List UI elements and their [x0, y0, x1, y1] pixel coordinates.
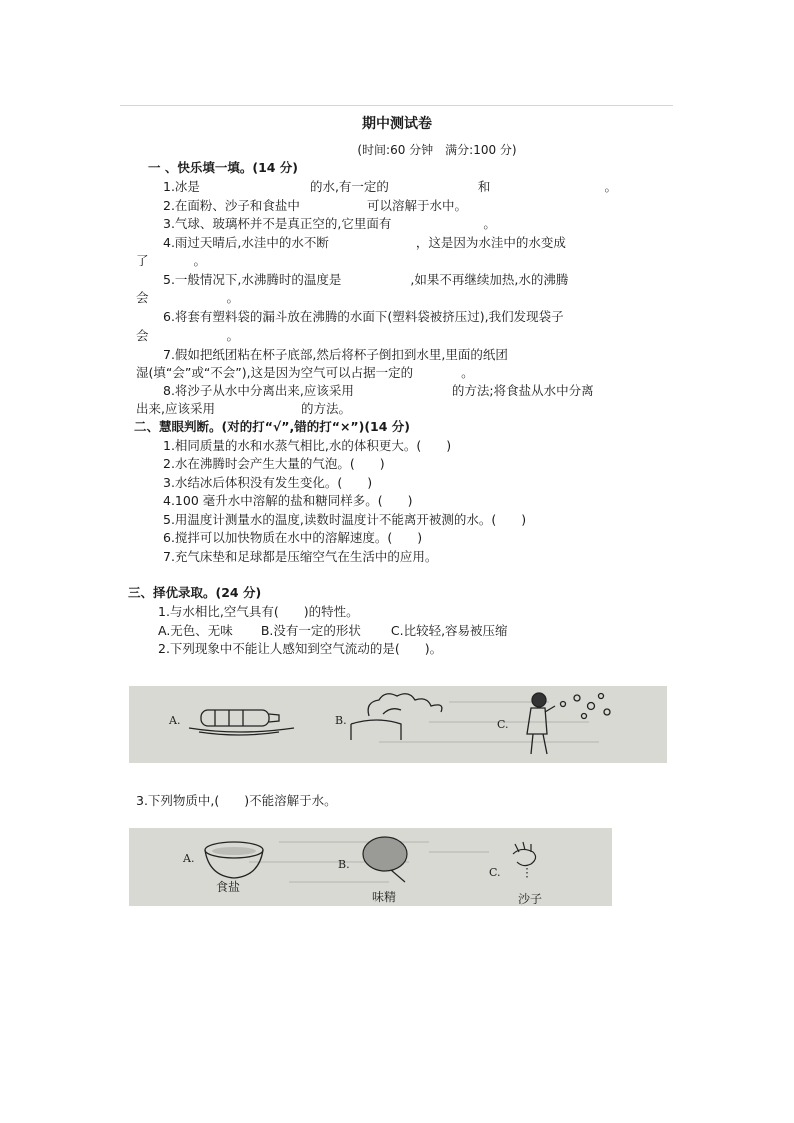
- s1-q7-line2: [136, 365, 474, 381]
- s3-q2: 2.下列现象中不能让人感知到空气流动的是( )。: [158, 641, 443, 656]
- s1-q8-part3: 出来,应该采用: [136, 401, 215, 416]
- s1-q4-line2: [136, 253, 206, 269]
- s1-q8-part4: 的方法。: [300, 401, 351, 416]
- s3-q3-picture: [129, 828, 612, 906]
- s3-q3-caption-a: 食盐: [216, 880, 241, 894]
- s2-item-7: 7.充气床垫和足球都是压缩空气在生活中的应用。: [163, 549, 438, 564]
- s2-item-2: 2.水在沸腾时会产生大量的气泡。( ): [163, 456, 385, 471]
- s3-q3: 3.下列物质中,( )不能溶解于水。: [136, 793, 337, 808]
- s1-q4-part1: 4.雨过天晴后,水洼中的水不断: [163, 235, 329, 250]
- s1-q1-part3: 和: [477, 179, 491, 194]
- top-rule: [120, 105, 673, 106]
- s1-q6-part2: 。: [226, 328, 240, 343]
- s3-q1-option-b: B.没有一定的形状: [260, 623, 361, 638]
- s3-q2-label-a: A.: [169, 714, 181, 727]
- s1-q3-part2: 。: [483, 216, 496, 231]
- s3-q1-options: [158, 623, 508, 639]
- s3-q2-label-c: C.: [497, 718, 509, 731]
- s2-item-3: 3.水结冰后体积没有发生变化。( ): [163, 475, 373, 490]
- s2-item-4: 4.100 毫升水中溶解的盐和糖同样多。( ): [163, 493, 413, 508]
- s1-q5-line2: [136, 290, 239, 306]
- s1-q2: [163, 198, 467, 214]
- s3-q3-label-b: B.: [338, 858, 350, 871]
- s1-q7-part2: 。: [461, 365, 474, 380]
- s1-q7-line1: 7.假如把纸团粘在杯子底部,然后将杯子倒扣到水里,里面的纸团: [163, 347, 508, 362]
- s3-q3-label-c: C.: [489, 866, 501, 879]
- s1-q1-part2: 的水,有一定的: [309, 179, 389, 194]
- s3-q3-caption-c: 沙子: [518, 892, 543, 906]
- section2-heading: 二、慧眼判断。(对的打“√”,错的打“×”)(14 分): [134, 419, 411, 434]
- s3-q3-label-a: A.: [183, 852, 195, 865]
- s1-q1-part1: 1.冰是: [163, 179, 200, 194]
- s1-q4-part4: 。: [193, 253, 207, 268]
- smoke-stand-icon: [351, 694, 442, 740]
- s3-q1-option-c: C.比较轻,容易被压缩: [390, 623, 508, 638]
- s1-q1: [163, 179, 617, 195]
- boy-blowing-bubbles-icon: [527, 693, 610, 754]
- section1-heading: 一 、快乐填一填。(14 分): [148, 160, 299, 175]
- s2-item-5: 5.用温度计测量水的温度,读数时温度计不能离开被测的水。( ): [163, 512, 527, 527]
- s1-q6-line2: [136, 328, 239, 344]
- s1-q3: [163, 216, 496, 232]
- s1-q5-part4: 。: [226, 290, 240, 305]
- bottle-icon: [189, 710, 294, 735]
- s1-q4-part3: 了: [136, 253, 149, 268]
- s1-q5-part2: ,如果不再继续加热,水的沸腾: [410, 272, 569, 287]
- s1-q8-part2: 的方法;将食盐从水中分离: [451, 383, 594, 398]
- s3-q3-caption-b: 味精: [372, 890, 397, 904]
- page-title: 期中测试卷: [362, 116, 432, 132]
- s3-q2-picture: [129, 686, 667, 763]
- s1-q2-part2: 可以溶解于水中。: [366, 198, 467, 213]
- s1-q3-part1: 3.气球、玻璃杯并不是真正空的,它里面有: [163, 216, 392, 231]
- s1-q7-part1: 湿(填“会”或“不会”),这是因为空气可以占据一定的: [136, 365, 414, 380]
- s1-q5-part1: 5.一般情况下,水沸腾时的温度是: [163, 272, 342, 287]
- s1-q8-part1: 8.将沙子从水中分离出来,应该采用: [163, 383, 354, 398]
- s2-item-1: 1.相同质量的水和水蒸气相比,水的体积更大。( ): [163, 438, 452, 453]
- s3-q2-label-b: B.: [335, 714, 347, 727]
- s1-q4-part2: ，这是因为水洼中的水变成: [415, 235, 566, 250]
- s1-q5-part3: 会: [136, 290, 149, 305]
- s3-q1: 1.与水相比,空气具有( )的特性。: [158, 604, 359, 619]
- salt-bowl-icon: [205, 842, 263, 878]
- s1-q8-line2: [136, 401, 351, 417]
- hand-sand-icon: [513, 842, 536, 880]
- s1-q4-line1: [163, 235, 566, 251]
- section3-heading: 三、择优录取。(24 分): [128, 585, 262, 600]
- page-subtitle: (时间:60 分钟 满分:100 分): [357, 143, 517, 157]
- s1-q6-line1: 6.将套有塑料袋的漏斗放在沸腾的水面下(塑料袋被挤压过),我们发现袋子: [163, 309, 564, 324]
- s2-item-6: 6.搅拌可以加快物质在水中的溶解速度。( ): [163, 530, 423, 545]
- s1-q2-part1: 2.在面粉、沙子和食盐中: [163, 198, 300, 213]
- s1-q8-line1: [163, 383, 594, 399]
- s1-q6-part1: 会: [136, 328, 149, 343]
- msg-icon: [363, 837, 407, 882]
- s3-q1-option-a: A.无色、无味: [158, 623, 233, 638]
- s1-q5-line1: [163, 272, 568, 288]
- s3-q2-drawing: [129, 686, 667, 763]
- s1-q1-part4: 。: [604, 179, 617, 194]
